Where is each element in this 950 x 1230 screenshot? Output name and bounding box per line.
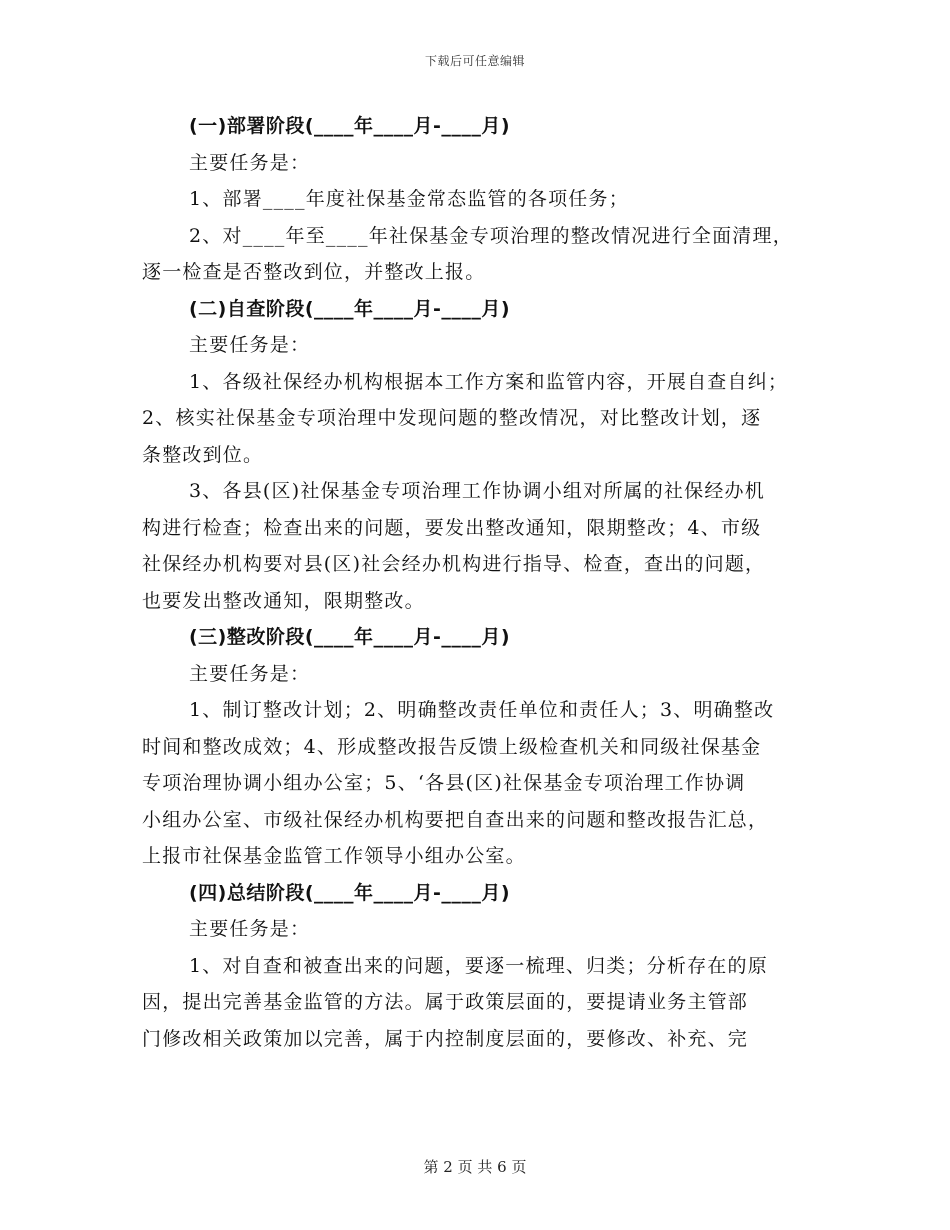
paragraph-line: 条整改到位。 [142, 443, 264, 466]
paragraph-line: 1、对自查和被查出来的问题，要逐一梳理、归类；分析存在的原 [189, 954, 768, 977]
document-body [142, 108, 822, 1057]
page-footer: 第 2 页 共 6 页 [423, 1158, 527, 1176]
section-heading-self-check: (二)自查阶段(____年____月-____月) [189, 297, 511, 320]
section-heading-summary: (四)总结阶段(____年____月-____月) [189, 881, 511, 904]
paragraph-line: 2、核实社保基金专项治理中发现问题的整改情况，对比整改计划，逐 [142, 407, 762, 429]
paragraph-line: 门修改相关政策加以完善，属于内控制度层面的，要修改、补充、完 [142, 1027, 749, 1050]
paragraph-line: 构进行检查；检查出来的问题，要发出整改通知，限期整改；4、市级 [142, 516, 762, 539]
section-heading-deploy: (一)部署阶段(____年____月-____月) [189, 115, 511, 137]
paragraph-line: 也要发出整改通知，限期整改。 [142, 589, 425, 612]
paragraph-line: 3、各县(区)社保基金专项治理工作协调小组对所属的社保经办机 [189, 480, 765, 502]
paragraph-line: 2、对____年至____年社保基金专项治理的整改情况进行全面清理， [189, 224, 793, 247]
paragraph-line: 专项治理协调小组办公室；5、‘各县(区)社保基金专项治理工作协调 [142, 772, 746, 794]
paragraph-line: 社保经办机构要对县(区)社会经办机构进行指导、检查，查出的问题， [142, 553, 766, 575]
paragraph-line: 主要任务是： [189, 334, 311, 356]
paragraph-line: 1、制订整改计划；2、明确整改责任单位和责任人；3、明确整改 [189, 699, 775, 721]
paragraph-line: 1、各级社保经办机构根据本工作方案和监管内容，开展自查自纠； [189, 370, 789, 393]
section-heading-rectify: (三)整改阶段(____年____月-____月) [189, 626, 511, 648]
paragraph-line: 上报市社保基金监管工作领导小组办公室。 [142, 845, 526, 867]
paragraph-line: 主要任务是： [189, 662, 311, 685]
paragraph-line: 因，提出完善基金监管的方法。属于政策层面的，要提请业务主管部 [142, 991, 749, 1013]
paragraph-line: 1、部署____年度社保基金常态监管的各项任务； [189, 188, 629, 210]
paragraph-line: 逐一检查是否整改到位，并整改上报。 [142, 261, 486, 283]
paragraph-line: 主要任务是： [189, 151, 311, 174]
paragraph-line: 时间和整改成效；4、形成整改报告反馈上级检查机关和同级社保基金 [142, 735, 762, 758]
paragraph-line: 小组办公室、市级社保经办机构要把自查出来的问题和整改报告汇总， [142, 808, 769, 831]
page-header: 下载后可任意编辑 [424, 54, 525, 68]
paragraph-line: 主要任务是： [189, 918, 311, 940]
